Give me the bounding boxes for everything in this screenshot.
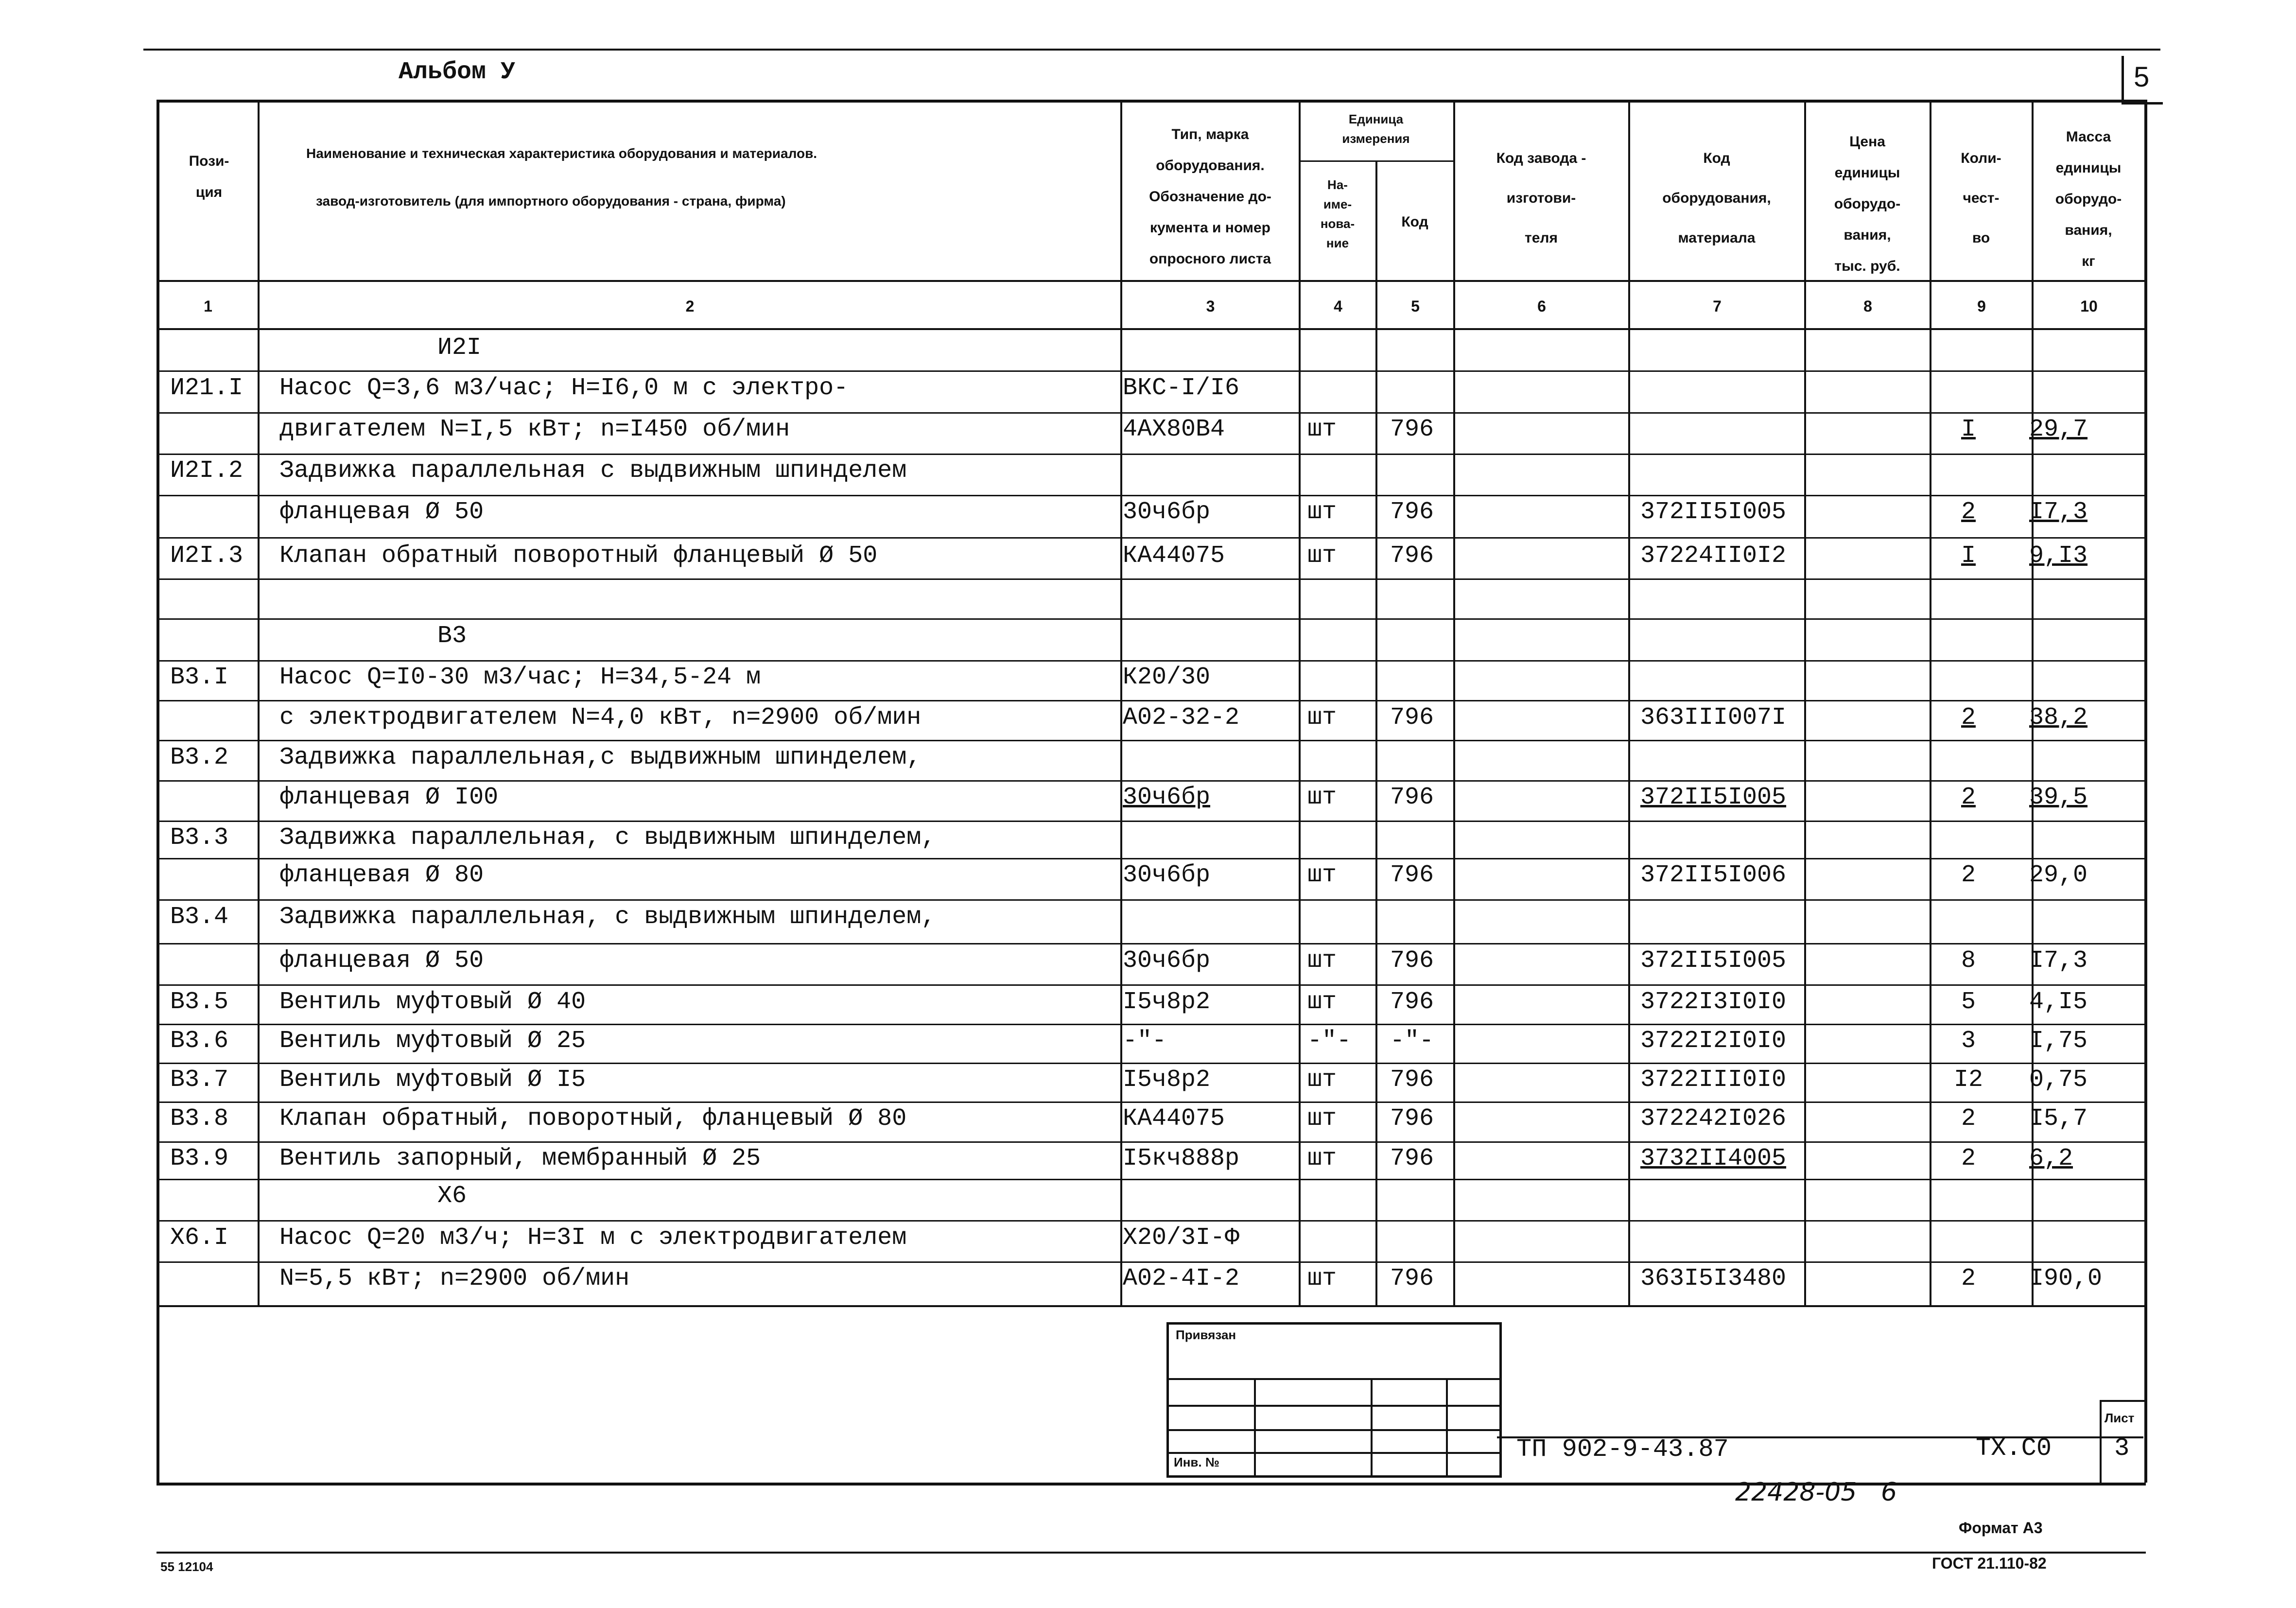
type-cell: 30ч6бр xyxy=(1123,784,1211,811)
sheet-number: 3 xyxy=(2114,1434,2130,1463)
position-cell: В3.3 xyxy=(170,824,229,852)
row-separator xyxy=(157,412,2144,414)
name-cell: фланцевая Ø 50 xyxy=(279,947,484,975)
mass-cell: I,75 xyxy=(2029,1027,2088,1055)
row-separator xyxy=(157,1101,2144,1103)
row-separator xyxy=(157,1024,2144,1025)
row-separator xyxy=(157,740,2144,741)
name-cell: фланцевая Ø I00 xyxy=(279,784,499,811)
stamp-grid-line xyxy=(1371,1378,1373,1475)
position-cell: В3.8 xyxy=(170,1105,229,1133)
col-divider-8 xyxy=(1930,100,1931,1305)
stamp-grid-line xyxy=(1169,1429,1499,1431)
col-divider-5 xyxy=(1453,100,1455,1305)
name-cell: Насос Q=I0-30 м3/час; H=34,5-24 м xyxy=(279,664,761,691)
header-unit-name: На- име- нова- ние xyxy=(1320,177,1355,250)
linked-label: Привязан xyxy=(1176,1328,1236,1342)
row-separator xyxy=(157,495,2144,496)
row-separator xyxy=(157,899,2144,901)
row-separator xyxy=(157,1063,2144,1064)
col-number: 9 xyxy=(1977,297,1986,315)
header-type: Тип, марка оборудования. Обозначение до- кумента и номер опросного листа xyxy=(1149,126,1271,267)
mass-cell: I7,3 xyxy=(2029,498,2088,526)
unit-code-cell: -"- xyxy=(1390,1027,1434,1055)
position-cell: В3.4 xyxy=(170,903,229,931)
format-label: Формат А3 xyxy=(1959,1519,2043,1537)
position-cell: В3.2 xyxy=(170,744,229,771)
qty-cell: 8 xyxy=(1961,947,1976,975)
qty-cell: I xyxy=(1961,542,1976,570)
header-qty: Коли- чест- во xyxy=(1961,150,2001,246)
type-cell: -"- xyxy=(1123,1027,1167,1055)
name-cell: фланцевая Ø 80 xyxy=(279,861,484,889)
col-number: 1 xyxy=(204,297,212,315)
type-cell: А02-32-2 xyxy=(1123,704,1240,732)
col-number: 6 xyxy=(1537,297,1546,315)
gost-label: ГОСТ 21.110-82 xyxy=(1932,1555,2047,1572)
unit-cell: шт xyxy=(1307,498,1337,526)
header-mass: Масса единицы оборудо- вания, кг xyxy=(2055,129,2122,269)
equip-code-cell: 3732II4005 xyxy=(1640,1145,1787,1172)
row-separator xyxy=(157,780,2144,782)
equip-code-cell: 363III007I xyxy=(1640,704,1787,732)
row-separator xyxy=(157,454,2144,455)
type-cell: I5ч8р2 xyxy=(1123,1066,1211,1094)
document-code: ТП 902-9-43.87 xyxy=(1516,1435,1729,1464)
sheet-label-box xyxy=(2100,1400,2146,1438)
name-cell: Насос Q=3,6 м3/час; H=I6,0 м с электро- xyxy=(279,374,849,402)
row-separator xyxy=(157,537,2144,539)
qty-cell: 2 xyxy=(1961,704,1976,732)
unit-cell: шт xyxy=(1307,1265,1337,1293)
type-cell: К20/30 xyxy=(1123,664,1211,691)
stamp-grid-line xyxy=(1169,1452,1499,1454)
position-cell: И2I.2 xyxy=(170,457,244,485)
row-separator xyxy=(157,660,2144,662)
equip-code-cell: 372II5I006 xyxy=(1640,861,1787,889)
type-cell: ВКС-I/I6 xyxy=(1123,374,1240,402)
unit-cell: -"- xyxy=(1307,1027,1352,1055)
qty-cell: 2 xyxy=(1961,1105,1976,1133)
row-separator xyxy=(157,700,2144,701)
position-cell: И21.I xyxy=(170,374,244,402)
equip-code-cell: 363I5I3480 xyxy=(1640,1265,1787,1293)
equip-code-cell: 372II5I005 xyxy=(1640,784,1787,811)
col-number: 2 xyxy=(685,297,695,315)
name-cell: Вентиль муфтовый Ø 25 xyxy=(279,1027,586,1055)
unit-code-cell: 796 xyxy=(1390,1265,1434,1293)
type-cell: 30ч6бр xyxy=(1123,947,1211,975)
header-price: Цена единицы оборудо- вания, тыс. руб. xyxy=(1834,134,1901,274)
unit-code-cell: 796 xyxy=(1390,498,1434,526)
sheet-label: Лист xyxy=(2105,1411,2135,1425)
position-cell: Х6.I xyxy=(170,1224,229,1252)
row-separator xyxy=(157,1179,2144,1180)
table-body-bottom-rule xyxy=(157,1305,2144,1307)
col-number: 3 xyxy=(1206,297,1215,315)
name-cell: Вентиль муфтовый Ø 40 xyxy=(279,988,586,1016)
equip-code-cell: 372II5I005 xyxy=(1640,498,1787,526)
unit-code-cell: 796 xyxy=(1390,988,1434,1016)
column-number-bottom-rule xyxy=(157,328,2144,330)
row-separator xyxy=(157,943,2144,944)
type-cell: 4AX80B4 xyxy=(1123,416,1225,443)
header-unit-group: Единица измерения xyxy=(1342,112,1410,146)
row-separator xyxy=(157,618,2144,620)
mass-cell: 6,2 xyxy=(2029,1145,2073,1172)
row-separator xyxy=(157,984,2144,986)
type-cell: КА44075 xyxy=(1123,542,1225,570)
qty-cell: I xyxy=(1961,416,1976,443)
mass-cell: I90,0 xyxy=(2029,1265,2103,1293)
col-divider-2 xyxy=(1120,100,1122,1305)
unit-code-cell: 796 xyxy=(1390,416,1434,443)
type-cell: 30ч6бр xyxy=(1123,498,1211,526)
row-separator xyxy=(157,858,2144,859)
unit-code-cell: 796 xyxy=(1390,784,1434,811)
album-title: Альбом У xyxy=(399,58,516,86)
qty-cell: I2 xyxy=(1953,1066,1983,1094)
top-rule xyxy=(143,49,2160,51)
position-cell: В3.9 xyxy=(170,1145,229,1172)
mass-cell: I5,7 xyxy=(2029,1105,2088,1133)
equip-code-cell: 3722III0I0 xyxy=(1640,1066,1787,1094)
mass-cell: I7,3 xyxy=(2029,947,2088,975)
section-title: Х6 xyxy=(437,1182,467,1210)
name-cell: Насос Q=20 м3/ч; H=3I м с электродвигателем xyxy=(279,1224,907,1252)
type-cell: I5кч888р xyxy=(1123,1145,1240,1172)
type-cell: А02-4I-2 xyxy=(1123,1265,1240,1293)
mass-cell: 38,2 xyxy=(2029,704,2088,732)
header-name-line1: Наименование и техническая характеристика оборудования и материалов. xyxy=(306,146,818,161)
mass-cell: 4,I5 xyxy=(2029,988,2088,1016)
header-unit-code: Код xyxy=(1401,214,1428,230)
qty-cell: 2 xyxy=(1961,861,1976,889)
linked-stamp xyxy=(1166,1322,1502,1478)
stamp-grid-line xyxy=(1169,1405,1499,1407)
name-cell: двигателем N=I,5 кВт; n=I450 об/мин xyxy=(279,416,790,443)
position-cell: И2I.3 xyxy=(170,542,244,570)
name-cell: с электродвигателем N=4,0 кВт, n=2900 об/мин xyxy=(279,704,922,732)
name-cell: Клапан обратный поворотный фланцевый Ø 50 xyxy=(279,542,878,570)
name-cell: Задвижка параллельная, с выдвижным шпинделем, xyxy=(279,903,936,931)
row-separator xyxy=(157,578,2144,580)
qty-cell: 2 xyxy=(1961,498,1976,526)
name-cell: Вентиль запорный, мембранный Ø 25 xyxy=(279,1145,761,1172)
corner-page-number xyxy=(2122,56,2163,105)
stamp-grid-line xyxy=(1169,1378,1499,1380)
col-divider-6 xyxy=(1628,100,1630,1305)
position-cell: В3.I xyxy=(170,664,229,691)
header-name-line2: завод-изготовитель (для импортного оборудования - страна, фирма) xyxy=(316,193,786,209)
qty-cell: 3 xyxy=(1961,1027,1976,1055)
name-cell: Клапан обратный, поворотный, фланцевый Ø 80 xyxy=(279,1105,907,1133)
qty-cell: 2 xyxy=(1961,1145,1976,1172)
col-number: 10 xyxy=(2080,297,2098,315)
unit-code-cell: 796 xyxy=(1390,542,1434,570)
unit-code-cell: 796 xyxy=(1390,1066,1434,1094)
unit-cell: шт xyxy=(1307,1105,1337,1133)
mass-cell: 29,7 xyxy=(2029,416,2088,443)
equip-code-cell: 3722I2I0I0 xyxy=(1640,1027,1787,1055)
qty-cell: 2 xyxy=(1961,784,1976,811)
name-cell: Задвижка параллельная, с выдвижным шпинделем, xyxy=(279,824,936,852)
row-separator xyxy=(157,1220,2144,1222)
unit-code-cell: 796 xyxy=(1390,861,1434,889)
col-number: 5 xyxy=(1411,297,1420,315)
col-number: 8 xyxy=(1863,297,1872,315)
unit-code-cell: 796 xyxy=(1390,947,1434,975)
unit-cell: шт xyxy=(1307,1066,1337,1094)
unit-cell: шт xyxy=(1307,784,1337,811)
unit-cell: шт xyxy=(1307,704,1337,732)
col-number: 7 xyxy=(1713,297,1722,315)
type-cell: 30ч6бр xyxy=(1123,861,1211,889)
equip-code-cell: 3722I3I0I0 xyxy=(1640,988,1787,1016)
row-separator xyxy=(157,370,2144,372)
table-right-border xyxy=(2144,100,2147,1483)
header-equip-code: Код оборудования, материала xyxy=(1662,150,1771,246)
section-title: И2I xyxy=(437,334,482,362)
stamp-grid-line xyxy=(1254,1378,1256,1475)
col-divider-1 xyxy=(258,100,260,1305)
type-cell: Х20/3I-Ф xyxy=(1123,1224,1240,1252)
mass-cell: 9,I3 xyxy=(2029,542,2088,570)
position-cell: В3.5 xyxy=(170,988,229,1016)
col-divider-4 xyxy=(1375,160,1377,1305)
equip-code-cell: 37224II0I2 xyxy=(1640,542,1787,570)
position-cell: В3.7 xyxy=(170,1066,229,1094)
mass-cell: 29,0 xyxy=(2029,861,2088,889)
section-title: В3 xyxy=(437,622,467,650)
equip-code-cell: 372II5I005 xyxy=(1640,947,1787,975)
sheet-cell-divider xyxy=(2100,1436,2102,1483)
header-factory-code: Код завода - изготови- теля xyxy=(1496,150,1586,246)
table-top-border xyxy=(157,100,2144,103)
mass-cell: 39,5 xyxy=(2029,784,2088,811)
handwritten-number: 22428-05 6 xyxy=(1735,1478,1897,1507)
unit-code-cell: 796 xyxy=(1390,1145,1434,1172)
stamp-grid-line xyxy=(1446,1378,1448,1475)
type-cell: I5ч8р2 xyxy=(1123,988,1211,1016)
col-number: 4 xyxy=(1334,297,1342,315)
row-separator xyxy=(157,1141,2144,1143)
mass-cell: 0,75 xyxy=(2029,1066,2088,1094)
row-separator xyxy=(157,821,2144,822)
name-cell: фланцевая Ø 50 xyxy=(279,498,484,526)
name-cell: Задвижка параллельная,с выдвижным шпинделем, xyxy=(279,744,922,771)
corner-page-number-text: 5 xyxy=(2134,61,2150,93)
unit-cell: шт xyxy=(1307,947,1337,975)
bottom-left-code: 55 12104 xyxy=(160,1559,213,1574)
unit-code-cell: 796 xyxy=(1390,704,1434,732)
unit-cell: шт xyxy=(1307,542,1337,570)
name-cell: Вентиль муфтовый Ø I5 xyxy=(279,1066,586,1094)
col-divider-3 xyxy=(1299,100,1301,1305)
name-cell: Задвижка параллельная с выдвижным шпинделем xyxy=(279,457,907,485)
drawing-mark: ТХ.С0 xyxy=(1976,1434,2052,1463)
unit-cell: шт xyxy=(1307,988,1337,1016)
unit-cell: шт xyxy=(1307,861,1337,889)
header-position: Пози- ция xyxy=(189,153,229,200)
qty-cell: 2 xyxy=(1961,1265,1976,1293)
row-separator xyxy=(157,1261,2144,1263)
unit-code-cell: 796 xyxy=(1390,1105,1434,1133)
position-cell: В3.6 xyxy=(170,1027,229,1055)
footer-rule xyxy=(157,1552,2146,1554)
unit-cell: шт xyxy=(1307,1145,1337,1172)
type-cell: КА44075 xyxy=(1123,1105,1225,1133)
unit-cell: шт xyxy=(1307,416,1337,443)
name-cell: N=5,5 кВт; n=2900 об/мин xyxy=(279,1265,630,1293)
inventory-label: Инв. № xyxy=(1174,1455,1219,1469)
qty-cell: 5 xyxy=(1961,988,1976,1016)
equip-code-cell: 372242I026 xyxy=(1640,1105,1787,1133)
